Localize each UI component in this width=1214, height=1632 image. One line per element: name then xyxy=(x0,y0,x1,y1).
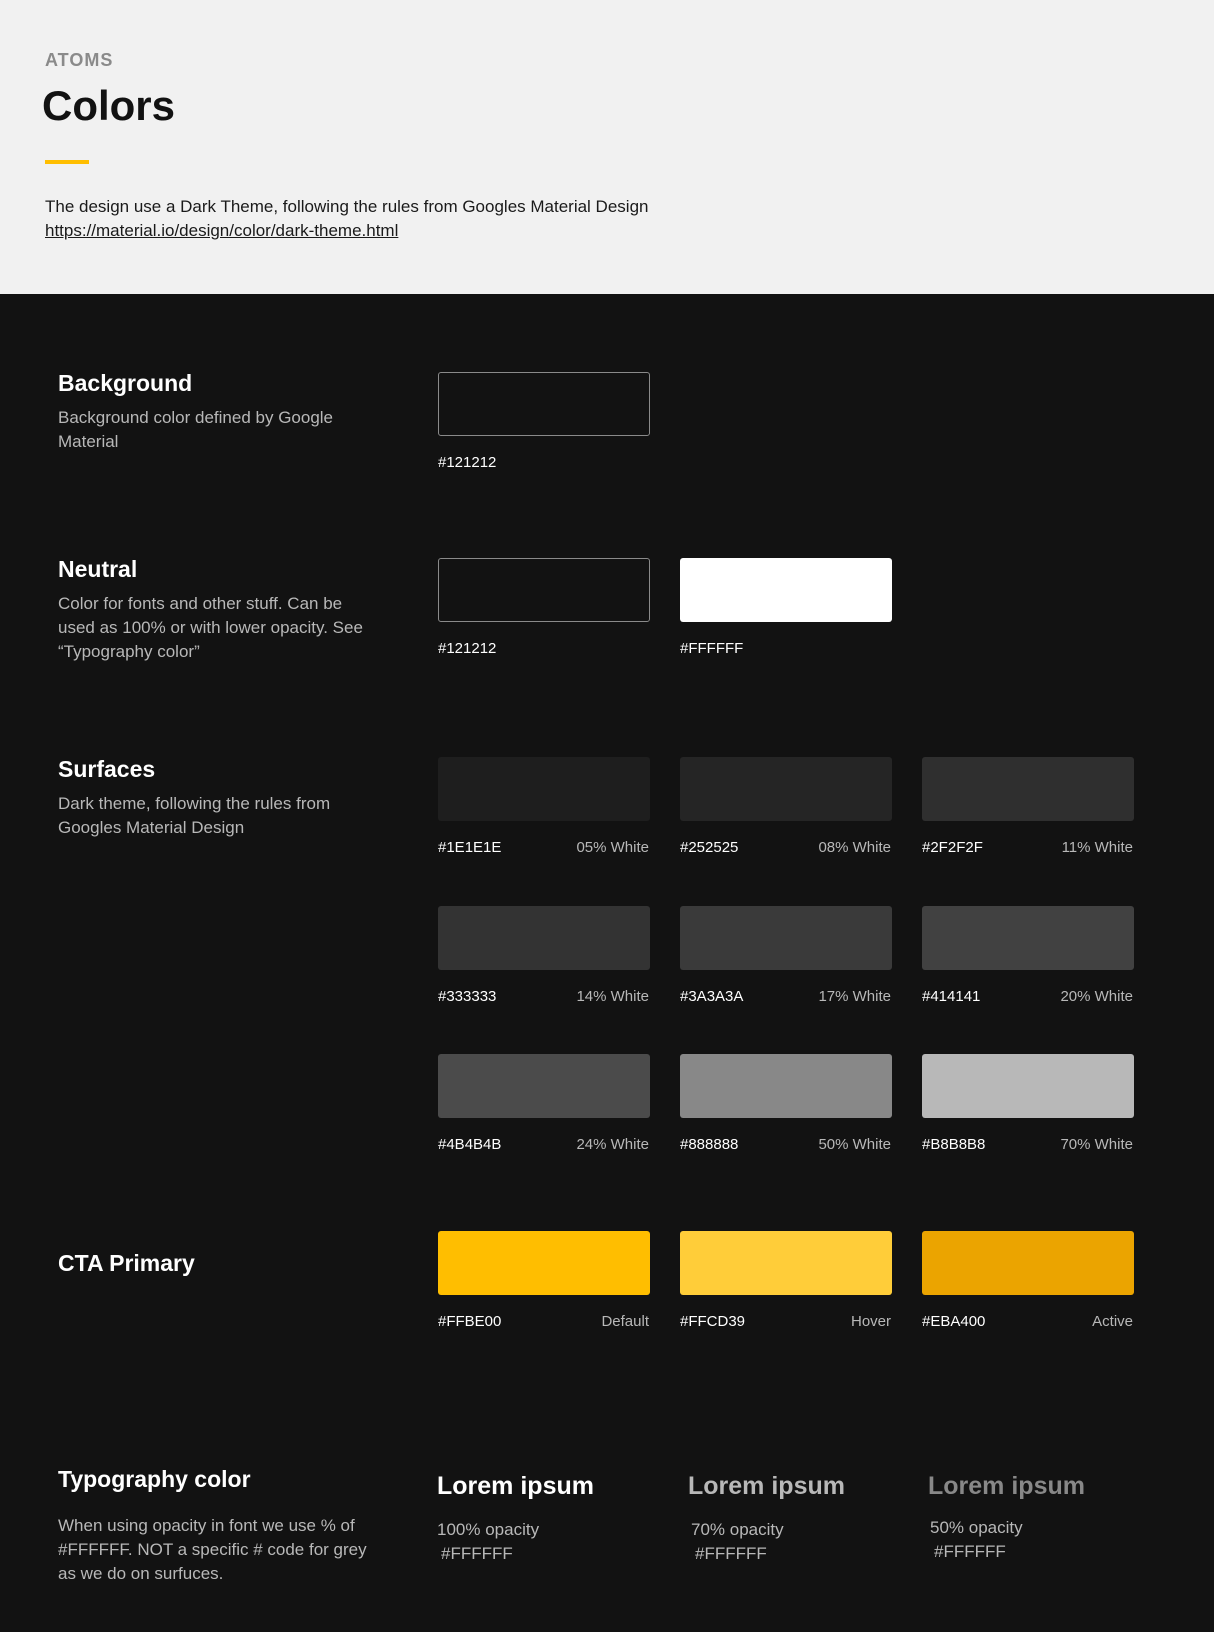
swatch-note: 17% White xyxy=(818,988,891,1005)
background-description: Background color defined by Google Material xyxy=(58,408,334,451)
swatch-surface-3a3a3a xyxy=(680,906,892,970)
opacity-value: 50% opacity xyxy=(930,1518,1023,1537)
typography-description: When using opacity in font we use % of #FFFFFF. NOT a specific # code for grey as we do on surfuces. xyxy=(58,1516,367,1583)
neutral-title: Neutral xyxy=(58,556,138,582)
opacity-code: #FFFFFF xyxy=(441,1544,513,1563)
typography-opacity-label xyxy=(691,1518,784,1566)
swatch-note: 70% White xyxy=(1060,1136,1133,1153)
intro-description: The design use a Dark Theme, following the rules from Googles Material Design xyxy=(45,197,649,216)
swatch-code: #EBA400 xyxy=(922,1313,986,1330)
swatch-code: #FFBE00 xyxy=(438,1313,502,1330)
swatch-code: #3A3A3A xyxy=(680,988,744,1005)
swatch-cta-active xyxy=(922,1231,1134,1295)
neutral-description: Color for fonts and other stuff. Can be used as 100% or with lower opacity. See “Typography color” xyxy=(58,594,363,661)
swatch-neutral-white xyxy=(680,558,892,622)
swatch-code: #B8B8B8 xyxy=(922,1136,986,1153)
swatch-surface-888888 xyxy=(680,1054,892,1118)
background-title: Background xyxy=(58,370,193,396)
swatch-note: 50% White xyxy=(818,1136,891,1153)
swatch-code: #1E1E1E xyxy=(438,839,502,856)
accent-bar xyxy=(45,160,89,164)
material-link[interactable]: https://material.io/design/color/dark-theme.html xyxy=(45,221,399,240)
swatch-note: Default xyxy=(601,1313,649,1330)
swatch-note: 20% White xyxy=(1060,988,1133,1005)
swatch-code: #252525 xyxy=(680,839,739,856)
swatch-surface-333333 xyxy=(438,906,650,970)
typography-sample-100: Lorem ipsum xyxy=(437,1472,594,1500)
swatch-cta-default xyxy=(438,1231,650,1295)
opacity-value: 100% opacity xyxy=(437,1520,540,1539)
swatch-neutral-dark xyxy=(438,558,650,622)
swatch-note: 08% White xyxy=(818,839,891,856)
swatch-surface-4b4b4b xyxy=(438,1054,650,1118)
color-palette-section xyxy=(0,294,1214,1632)
swatch-note: Active xyxy=(1092,1313,1133,1330)
surfaces-description: Dark theme, following the rules from Googles Material Design xyxy=(58,794,331,837)
typography-opacity-label xyxy=(930,1516,1023,1564)
swatch-surface-2f2f2f xyxy=(922,757,1134,821)
swatch-note: Hover xyxy=(850,1313,891,1330)
swatch-code: #2F2F2F xyxy=(922,839,983,856)
swatch-code: #FFFFFF xyxy=(680,640,744,657)
swatch-note: 11% White xyxy=(1061,839,1133,856)
swatch-cta-hover xyxy=(680,1231,892,1295)
header-section xyxy=(0,0,1214,294)
swatch-note: 14% White xyxy=(576,988,649,1005)
opacity-value: 70% opacity xyxy=(691,1520,784,1539)
typography-sample-70: Lorem ipsum xyxy=(688,1472,845,1500)
opacity-code: #FFFFFF xyxy=(695,1544,767,1563)
section-kicker: ATOMS xyxy=(45,50,114,70)
swatch-code: #333333 xyxy=(438,988,497,1005)
typography-opacity-label xyxy=(437,1518,539,1566)
page-title: Colors xyxy=(42,82,176,129)
swatch-code: #888888 xyxy=(680,1136,739,1153)
cta-title: CTA Primary xyxy=(58,1250,195,1276)
swatch-background xyxy=(438,372,650,436)
swatch-code: #121212 xyxy=(438,454,497,471)
swatch-surface-252525 xyxy=(680,757,892,821)
opacity-code: #FFFFFF xyxy=(934,1542,1006,1561)
swatch-surface-1e1e1e xyxy=(438,757,650,821)
swatch-note: 05% White xyxy=(576,839,649,856)
typography-sample-50: Lorem ipsum xyxy=(928,1472,1085,1500)
swatch-code: #FFCD39 xyxy=(680,1313,746,1330)
swatch-code: #4B4B4B xyxy=(438,1136,502,1153)
swatch-code: #414141 xyxy=(922,988,981,1005)
swatch-surface-b8b8b8 xyxy=(922,1054,1134,1118)
surfaces-title: Surfaces xyxy=(58,756,156,782)
typography-title: Typography color xyxy=(58,1466,251,1492)
intro-text xyxy=(45,195,648,243)
swatch-code: #121212 xyxy=(438,640,497,657)
swatch-surface-414141 xyxy=(922,906,1134,970)
swatch-note: 24% White xyxy=(576,1136,649,1153)
